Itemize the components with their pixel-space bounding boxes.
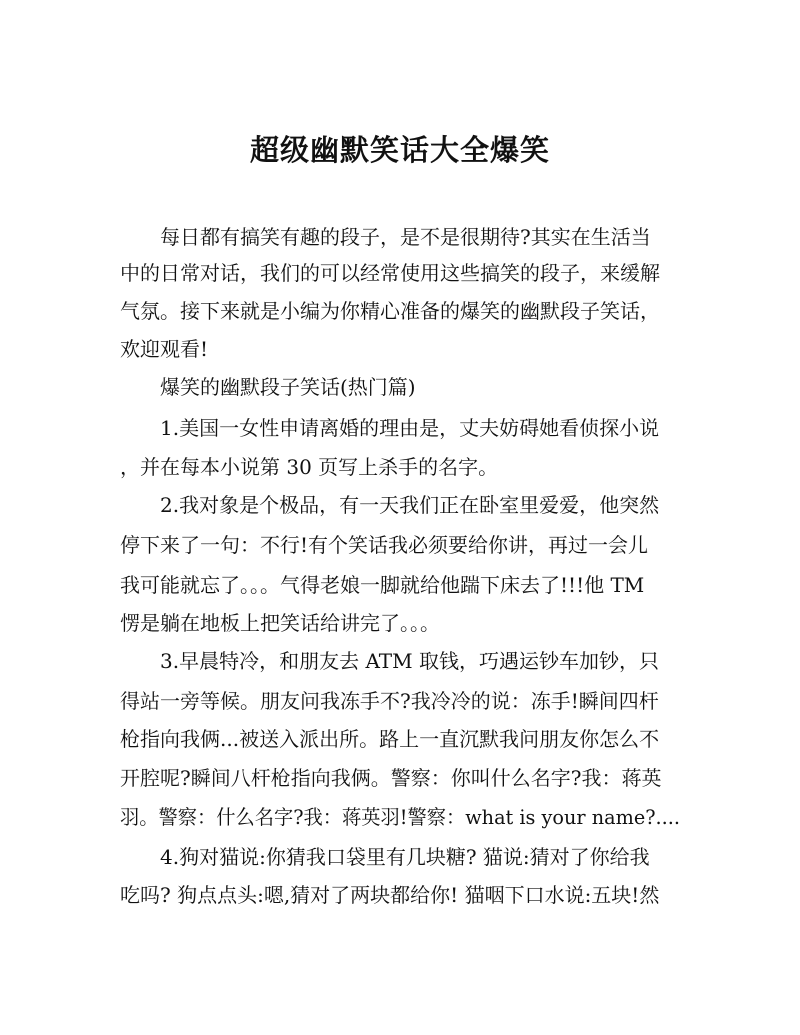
paragraph-line: ，并在每本小说第 30 页写上杀手的名字。 (120, 455, 499, 479)
paragraph-line: 开腔呢?瞬间八杆枪指向我俩。警察：你叫什么名字?我：蒋英 (120, 766, 662, 790)
document-title: 超级幽默笑话大全爆笑 (249, 133, 550, 167)
paragraph-line: 愣是躺在地板上把笑话给讲完了。。。 (120, 611, 440, 635)
paragraph-line: 2.我对象是个极品，有一天我们正在卧室里爱爱，他突然 (120, 493, 660, 517)
paragraph-line: 1.美国一女性申请离婚的理由是，丈夫妨碍她看侦探小说 (120, 416, 660, 440)
paragraph-line: 羽。警察：什么名字?我：蒋英羽!警察：what is your name?.... (120, 805, 680, 829)
paragraph-line: 气氛。接下来就是小编为你精心准备的爆笑的幽默段子笑话， (120, 299, 660, 323)
paragraph-line: 我可能就忘了。。。气得老娘一脚就给他踹下床去了!!!他 TM (120, 573, 645, 597)
paragraph-line: 每日都有搞笑有趣的段子，是不是很期待?其实在生活当 (120, 225, 651, 249)
section-heading: 爆笑的幽默段子笑话(热门篇) (120, 375, 416, 399)
paragraph-line: 中的日常对话，我们的可以经常使用这些搞笑的段子，来缓解 (120, 261, 660, 285)
paragraph-line: 3.早晨特冷，和朋友去 ATM 取钱，巧遇运钞车加钞，只 (120, 649, 659, 673)
paragraph-line: 枪指向我俩...被送入派出所。路上一直沉默我问朋友你怎么不 (120, 727, 660, 751)
paragraph-line: 得站一旁等候。朋友问我冻手不?我冷冷的说：冻手!瞬间四杆 (120, 689, 659, 713)
paragraph-line: 吃吗? 狗点点头:嗯,猜对了两块都给你! 猫咽下口水说:五块!然 (120, 883, 660, 907)
paragraph-line: 停下来了一句：不行!有个笑话我必须要给你讲，再过一会儿 (120, 533, 649, 557)
paragraph-line: 欢迎观看! (120, 337, 209, 361)
paragraph-line: 4.狗对猫说:你猜我口袋里有几块糖? 猫说:猜对了你给我 (120, 845, 650, 869)
